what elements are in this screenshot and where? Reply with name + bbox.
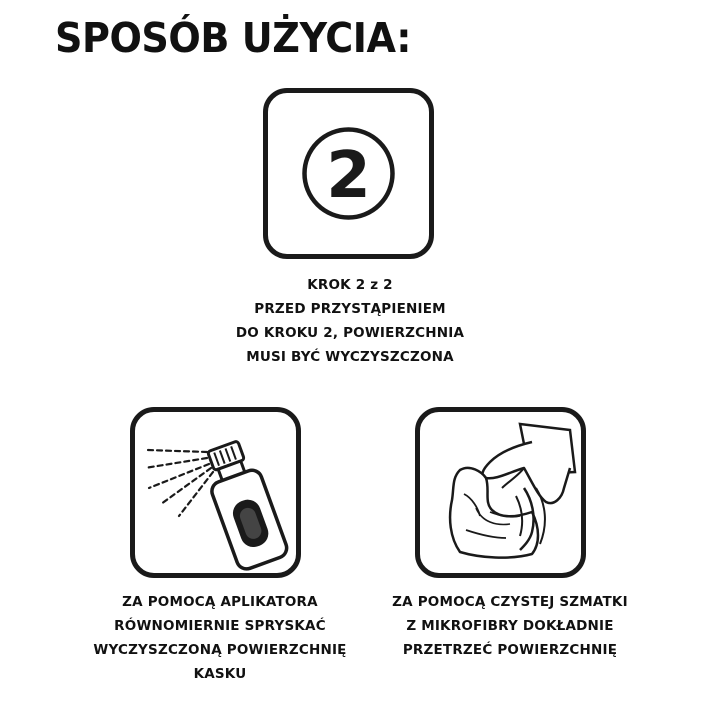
- step-number: 2: [326, 139, 371, 213]
- caption-line: KROK 2 z 2: [307, 277, 393, 293]
- page-title: SPOSÓB UŻYCIA:: [55, 14, 412, 62]
- spray-bottle-icon: [135, 412, 296, 573]
- caption-line: PRZETRZEĆ POWIERZCHNIĘ: [402, 642, 618, 658]
- caption-line: Z MIKROFIBRY DOKŁADNIE: [406, 618, 614, 634]
- hand-wiping-cloth-icon: [420, 412, 581, 573]
- cloth-caption: [350, 590, 670, 662]
- caption-line: MUSI BYĆ WYCZYSZCZONA: [246, 349, 454, 365]
- caption-line: KASKU: [193, 666, 247, 682]
- numbered-circle-icon: [268, 93, 429, 254]
- spray-panel: [130, 407, 301, 578]
- step-number-panel: [263, 88, 434, 259]
- caption-line: DO KROKU 2, POWIERZCHNIA: [235, 325, 465, 341]
- caption-line: WYCZYSZCZONĄ POWIERZCHNIĘ: [93, 642, 347, 658]
- step-caption: [200, 273, 500, 369]
- caption-line: RÓWNOMIERNIE SPRYSKAĆ: [114, 618, 326, 634]
- cloth-panel: [415, 407, 586, 578]
- caption-line: ZA POMOCĄ CZYSTEJ SZMATKI: [392, 594, 628, 610]
- caption-line: ZA POMOCĄ APLIKATORA: [122, 594, 318, 610]
- caption-line: PRZED PRZYSTĄPIENIEM: [254, 301, 446, 317]
- spray-caption: [60, 590, 380, 686]
